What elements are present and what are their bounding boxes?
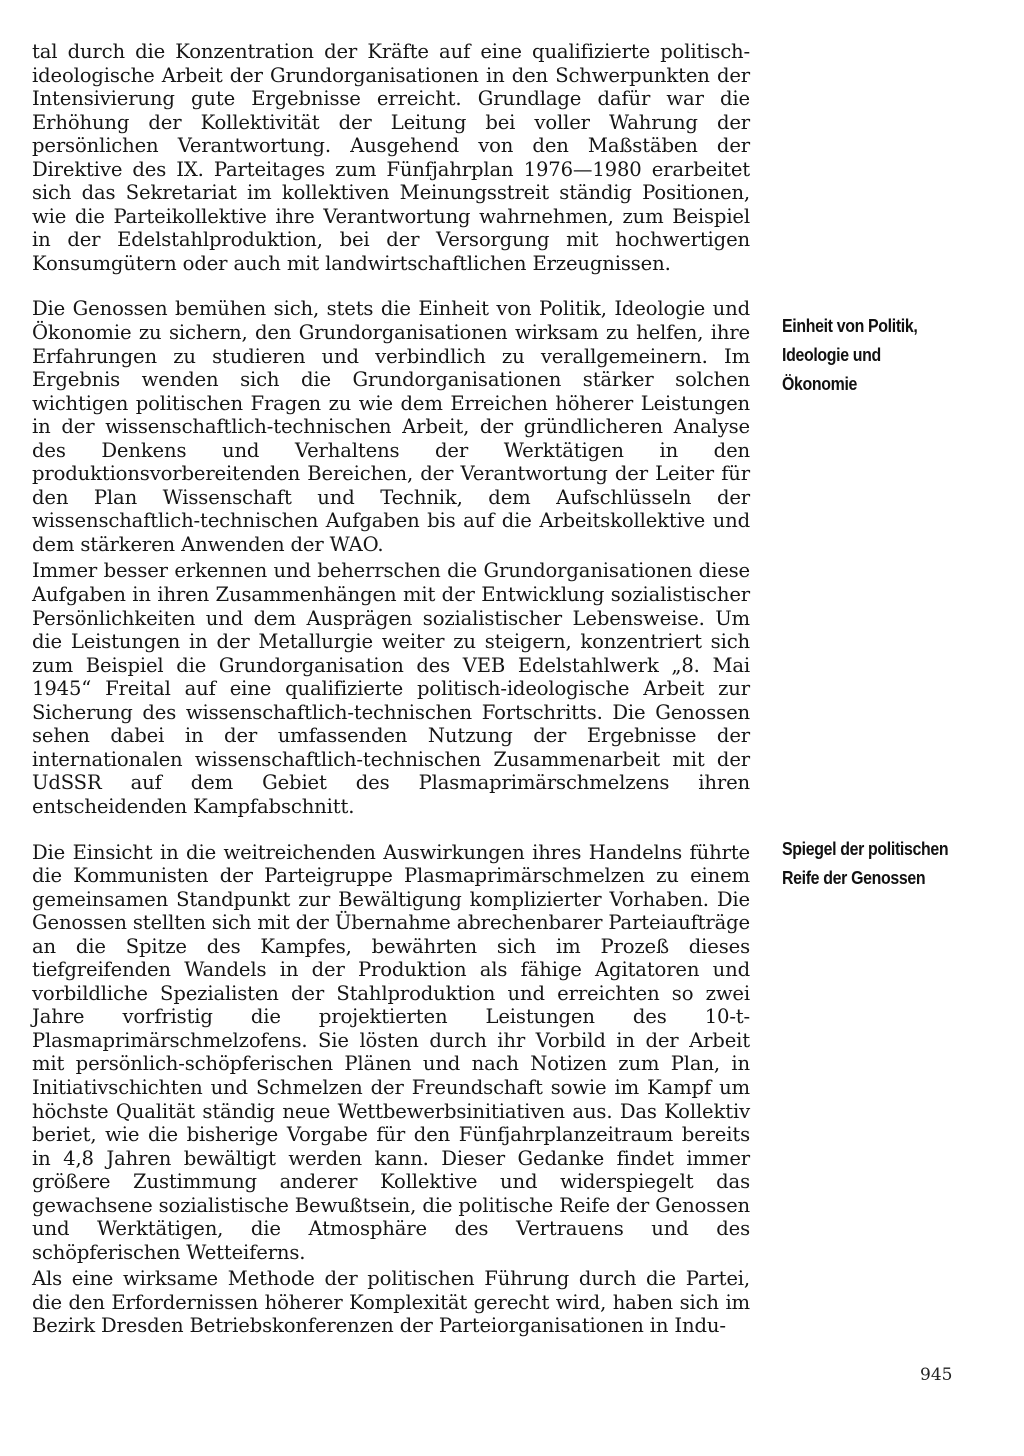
margin-note-line: Reife der Genossen [782,867,926,888]
body-text-column [32,40,750,1338]
margin-note-line: Ideologie und [782,344,881,365]
paragraph-einheit-politik: Die Genossen bemühen sich, stets die Einheit von Politik, Ideologie und Ökonomie zu sichern, den Grundorganisationen wirksam zu helfen, ihre Erfahrungen zu studieren und verbindlich zu verallgemeinern. Im Ergebnis wenden sich die Grundorganisationen stärker solchen wichtigen politischen Fragen zu wie dem Erreichen höherer Leistungen in der wissenschaftlich-technischen Arbeit, der gründlicheren Analyse des Denkens und Verhaltens der Werktätigen in den produktionsvorbereitenden Bereichen, der Verantwortung der Leiter für den Plan Wissenschaft und Technik, dem Aufschlüsseln der wissenschaftlich-technischen Aufgaben bis auf die Arbeitskollektive und dem stärkeren Anwenden der WAO. [32,297,750,556]
paragraph-betriebskonferenzen: Als eine wirksame Methode der politischen Führung durch die Partei, die den Erfordernissen höherer Komplexität gerecht wird, haben sich im Bezirk Dresden Betriebskonferenzen der Parteiorganisationen in Indu- [32,1267,750,1338]
margin-note-line: Einheit von Politik, [782,315,918,336]
margin-note-line: Spiegel der politischen [782,838,949,859]
page-number: 945 [920,1365,953,1385]
paragraph-edelstahlwerk: Immer besser erkennen und beherrschen die Grundorganisationen diese Aufgaben in ihren Zusammenhängen mit der Entwicklung sozialistischer Persönlichkeiten und dem Ausprägen sozialistischer Lebensweise. Um die Leistungen in der Metallurgie weiter zu steigern, konzentriert sich zum Beispiel die Grundorganisation des VEB Edelstahlwerk „8. Mai 1945“ Freital auf eine qualifizierte politisch-ideologische Arbeit zur Sicherung des wissenschaftlich-technischen Fortschritts. Die Genossen sehen dabei in der umfassenden Nutzung der Ergebnisse der internationalen wissenschaftlich-technischen Zusammenarbeit mit der UdSSR auf dem Gebiet des Plasmaprimärschmelzens ihren entscheidenden Kampfabschnitt. [32,559,750,818]
paragraph-intensivierung: tal durch die Konzentration der Kräfte auf eine qualifizierte politisch-ideologische Arbeit der Grundorganisationen in den Schwerpunkten der Intensivierung gute Ergebnisse erreicht. Grundlage dafür war die Erhöhung der Kollektivität der Leitung bei voller Wahrung der persönlichen Verantwortung. Ausgehend von den Maßstäben der Direktive des IX. Parteitages zum Fünfjahrplan 1976—1980 erarbeitet sich das Sekretariat im kollektiven Meinungsstreit ständig Positionen, wie die Parteikollektive ihre Verantwortung wahrnehmen, zum Beispiel in der Edelstahlproduktion, bei der Versorgung mit hochwertigen Konsumgütern oder auch mit landwirtschaftlichen Erzeugnissen. [32,40,750,275]
paragraph-plasmaprimaerschmelzen: Die Einsicht in die weitreichenden Auswirkungen ihres Handelns führte die Kommunisten der Parteigruppe Plasmaprimärschmelzen zu einem gemeinsamen Standpunkt zur Bewältigung komplizierter Vorhaben. Die Genossen stellten sich mit der Übernahme abrechenbarer Parteiaufträge an die Spitze des Kampfes, bewährten sich im Prozeß dieses tiefgreifenden Wandels in der Produktion als fähige Agitatoren und vorbildliche Spezialisten der Stahlproduktion und erreichten so zwei Jahre vorfristig die projektierten Leistungen des 10-t-Plasmaprimärschmelzofens. Sie lösten durch ihr Vorbild in der Arbeit mit persönlich-schöpferischen Plänen und nach Notizen zum Plan, in Initiativschichten und Schmelzen der Freundschaft sowie im Kampf um höchste Qualität ständig neue Wettbewerbsinitiativen aus. Das Kollektiv beriet, wie die bisherige Vorgabe für den Fünfjahrplanzeitraum bereits in 4,8 Jahren bewältigt werden kann. Dieser Gedanke findet immer größere Zustimmung anderer Kollektive und widerspiegelt das gewachsene sozialistische Bewußtsein, die politische Reife der Genossen und Werktätigen, die Atmosphäre des Vertrauens und des schöpferischen Wetteiferns. [32,840,750,1264]
margin-note-einheit [782,311,963,398]
margin-note-line: Ökonomie [782,373,858,394]
margin-note-spiegel [782,834,963,892]
